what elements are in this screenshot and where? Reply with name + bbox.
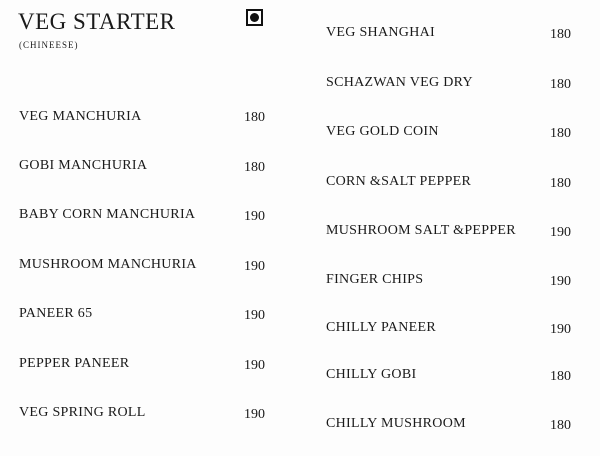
menu-item-price: 190 [244, 407, 265, 422]
menu-item-price: 190 [244, 209, 265, 224]
menu-item-price: 190 [244, 308, 265, 323]
menu-item-name: MUSHROOM MANCHURIA [19, 257, 197, 272]
menu-item-name: PANEER 65 [19, 306, 93, 321]
menu-item-price: 190 [550, 274, 571, 289]
veg-symbol-icon [246, 9, 263, 26]
menu-item-price: 180 [550, 369, 571, 384]
menu-item-price: 180 [244, 160, 265, 175]
menu-item-name: VEG MANCHURIA [19, 109, 142, 124]
menu-item-name: FINGER CHIPS [326, 272, 424, 287]
menu-item-name: MUSHROOM SALT &PEPPER [326, 223, 516, 238]
menu-item-name: VEG SPRING ROLL [19, 405, 146, 420]
menu-item-price: 190 [244, 259, 265, 274]
menu-item-name: CHILLY MUSHROOM [326, 416, 466, 431]
menu-item-name: GOBI MANCHURIA [19, 158, 148, 173]
menu-item-name: VEG GOLD COIN [326, 124, 439, 139]
menu-item-name: BABY CORN MANCHURIA [19, 207, 196, 222]
menu-item-price: 180 [244, 110, 265, 125]
menu-item-price: 190 [550, 322, 571, 337]
menu-item-price: 190 [550, 225, 571, 240]
menu-item-price: 180 [550, 418, 571, 433]
menu-subtitle: (CHINEESE) [19, 40, 79, 50]
menu-title: VEG STARTER [18, 9, 176, 34]
menu-item-name: CHILLY GOBI [326, 367, 417, 382]
menu-item-name: SCHAZWAN VEG DRY [326, 75, 473, 90]
menu-item-name: CHILLY PANEER [326, 320, 436, 335]
menu-item-name: VEG SHANGHAI [326, 25, 435, 40]
menu-item-name: PEPPER PANEER [19, 356, 130, 371]
menu-item-name: CORN &SALT PEPPER [326, 174, 472, 189]
menu-item-price: 180 [550, 176, 571, 191]
menu-item-price: 190 [244, 358, 265, 373]
menu-item-price: 180 [550, 27, 571, 42]
menu-item-price: 180 [550, 77, 571, 92]
menu-item-price: 180 [550, 126, 571, 141]
